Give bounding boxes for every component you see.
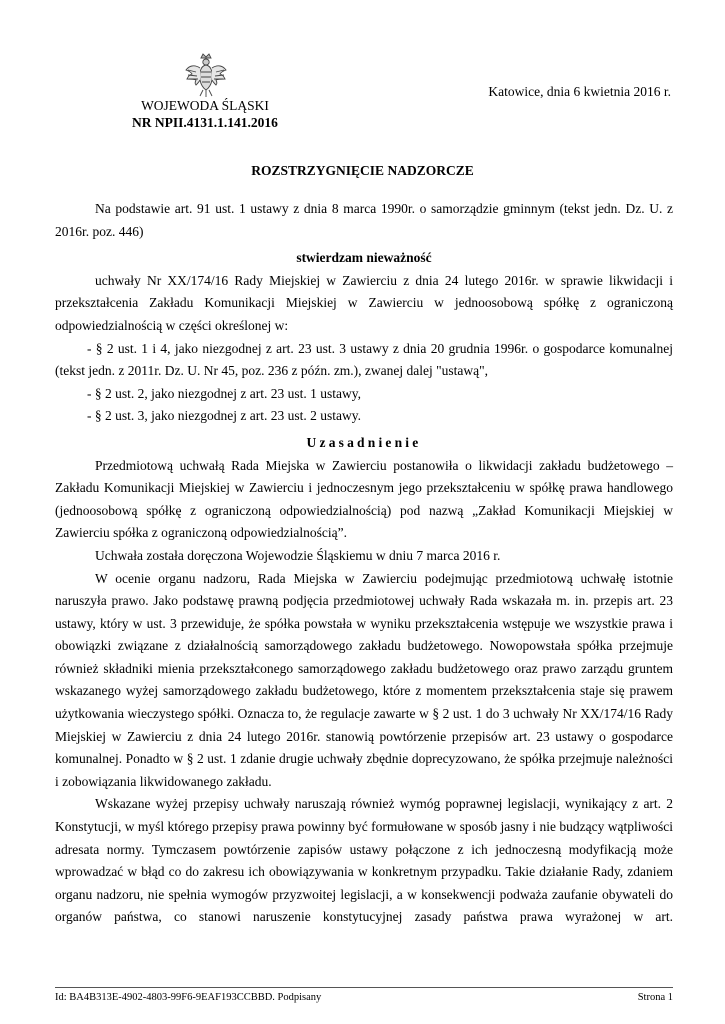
place-and-date: Katowice, dnia 6 kwietnia 2016 r.	[488, 84, 671, 99]
page-footer	[55, 992, 673, 1003]
paragraph: Przedmiotową uchwałą Rada Miejska w Zawierciu postanowiła o likwidacji zakładu budżetowego – Zakładu Komunikacji Miejskiej w Zawierciu i jednoczesnym jego przekształceniu w spółkę prawa handlowego (jednoosobową spółkę z ograniczoną odpowiedzialnością) pod nazwą „Zakład Komunikacji Miejskiej w Zawierciu spółka z ograniczoną odpowiedzialnością”.	[55, 457, 673, 541]
list-item: - § 2 ust. 3, jako niezgodnej z art. 23 ust. 2 ustawy.	[87, 408, 361, 424]
footer-divider	[55, 987, 673, 988]
polish-eagle-emblem-icon	[184, 52, 228, 98]
paragraph: Wskazane wyżej przepisy uchwały naruszają również wymóg poprawnej legislacji, wynikający z art. 2 Konstytucji, w myśl którego przepisy prawa powinny być formułowane w sposób jasny i nie budzący wątpliwości adresata normy. Tymczasem powtórzenie zapisów ustawy połączone z ich jednoczesną modyfikacją może wprowadzać w błąd co do zakresu ich obowiązywania w konkretnym przypadku. Takie działanie Rady, zdaniem organu nadzoru, nie spełnia wymogów przyzwoitej legislacji, a w konsekwencji podważa zaufanie obywateli do organów państwa, co stanowi naruszenie konstytucyjnej zasady państwa prawa wyrażonej w art.	[55, 796, 673, 925]
list-item: - § 2 ust. 1 i 4, jako niezgodnej z art. 23 ust. 3 ustawy z dnia 20 grudnia 1996r. o gospodarce komunalnej (tekst jedn. z 2011r. Dz. U. Nr 45, poz. 236 z późn. zm.), zwanej dalej "ustawą",	[55, 340, 673, 379]
list-item: - § 2 ust. 2, jako niezgodnej z art. 23 ust. 1 ustawy,	[87, 385, 361, 401]
paragraph: W ocenie organu nadzoru, Rada Miejska w Zawierciu podejmując przedmiotową uchwałę istotnie naruszyła prawo. Jako podstawę prawną podjęcia przedmiotowej uchwały Rada wskazała m. in. przepis art. 23 ustawy, który w ust. 3 przewiduje, że spółka powstała w wyniku przekształcenia wstępuje we wszystkie prawa i obowiązki związane z działalnością samorządowego zakładu budżetowego. Nowopowstała spółka przejmuje również składniki mienia przekształconego samorządowego zakładu budżetowego oraz prawo zarządu gruntem wskazanego wyżej samorządowego zakładu budżetowego, które z momentem przekształcenia staje się prawem użytkowania wieczystego spółki. Oznacza to, że regulacje zawarte w § 2 ust. 1 do 3 uchwały Nr XX/174/16 Rady Miejskiej w Zawierciu z dnia 24 lutego 2016r. stanowią powtórzenie przepisów art. 23 ustawy o gospodarce komunalnej. Ponadto w § 2 ust. 1 zdanie drugie uchwały zbędnie doprecyzowano, że spółka przejmuje należności i zobowiązania likwidowanego zakładu.	[55, 570, 673, 789]
justification-heading: Uzasadnienie	[306, 434, 422, 450]
issuer-name: WOJEWODA ŚLĄSKI	[141, 98, 269, 113]
decision-text: uchwały Nr XX/174/16 Rady Miejskiej w Zawierciu z dnia 24 lutego 2016r. w sprawie likwidacji i przekształcenia Zakładu Komunikacji Miejskiej w Zawierciu w jednoosobową spółkę z ograniczoną odpowiedzialnością w części określonej w:	[55, 272, 673, 333]
page-number: Strona 1	[637, 992, 673, 1003]
paragraph: Uchwała została doręczona Wojewodzie Śląskiemu w dniu 7 marca 2016 r.	[95, 547, 501, 563]
issuer-block	[120, 97, 290, 131]
document-title: ROZSTRZYGNIĘCIE NADZORCZE	[251, 163, 474, 178]
document-body	[55, 198, 673, 929]
legal-basis: Na podstawie art. 91 ust. 1 ustawy z dnia 8 marca 1990r. o samorządzie gminnym (tekst jedn. Dz. U. z 2016r. poz. 446)	[55, 201, 673, 239]
document-id: Id: BA4B313E-4902-4803-99F6-9EAF193CCBBD. Podpisany	[55, 992, 322, 1003]
reference-number: NR NPII.4131.1.141.2016	[132, 115, 278, 130]
decision-heading: stwierdzam nieważność	[296, 250, 432, 266]
